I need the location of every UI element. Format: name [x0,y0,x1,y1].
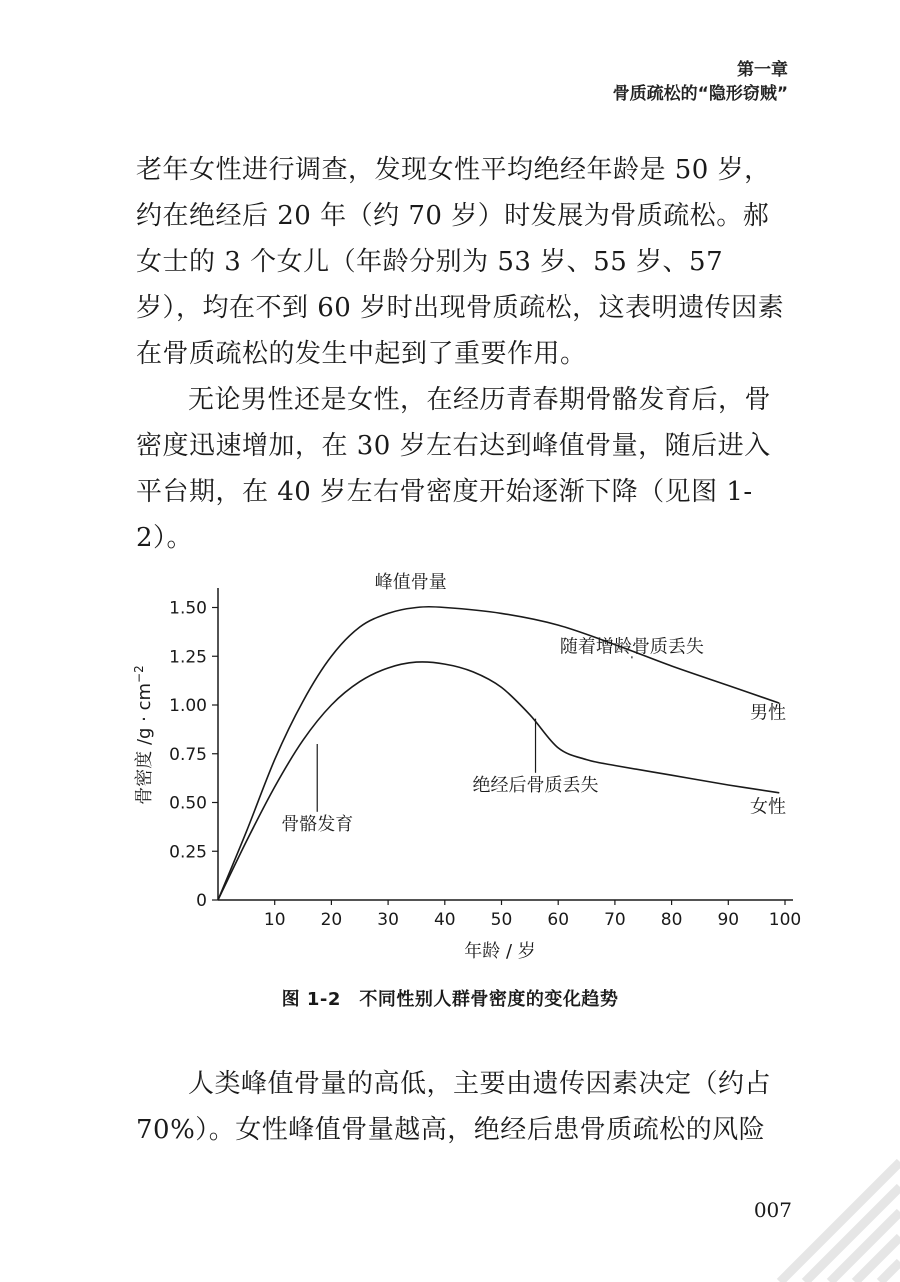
paragraph-3-text: 人类峰值骨量的高低，主要由遗传因素决定（约占 70%）。女性峰值骨量越高，绝经后患骨质疏松的风险 [136,1069,772,1145]
y-axis-ticks [169,599,218,912]
annotation-label: 绝经后骨质丢失 [472,774,599,796]
annotation-label: 男性 [749,702,786,724]
x-tick-label: 50 [490,910,513,930]
paragraph-3 [136,1061,794,1153]
paragraph-2 [136,377,794,561]
x-tick-label: 60 [547,910,570,930]
x-tick-label: 40 [433,910,456,930]
y-tick-label: 0.50 [169,793,207,814]
paragraph-2-text: 无论男性还是女性，在经历青春期骨骼发育后，骨密度迅速增加，在 30 岁左右达到峰值骨量，随后进入平台期，在 40 岁左右骨密度开始逐渐下降（见图 1-2）。 [136,385,772,553]
y-tick-label: 1.25 [169,647,207,668]
y-tick-label: 1.50 [169,598,207,619]
annotation-label: 峰值骨量 [374,572,447,593]
chart-axes [218,588,793,900]
chart-annotations [281,572,786,835]
running-header [613,58,788,106]
figure-caption: 图 1-2 不同性别人群骨密度的变化趋势 [281,989,619,1010]
x-tick-label: 80 [660,910,683,930]
annotation-label: 随着增龄骨质丢失 [559,636,704,658]
x-tick-label: 70 [604,910,626,930]
x-axis-ticks [264,900,801,930]
paragraph-1: 老年女性进行调查，发现女性平均绝经年龄是 50 岁，约在绝经后 20 年（约 70 岁）时发展为骨质疏松。郝女士的 3 个女儿（年龄分别为 53 岁、55 岁、57 岁），均在不到 60 岁时出现骨质疏松，这表明遗传因素在骨质疏松的发生中起到了重要作用。 [136,155,785,369]
x-tick-label: 30 [377,910,399,930]
annotation-label: 骨骼发育 [281,813,354,835]
x-tick-label: 20 [320,910,343,930]
x-axis-label: 年龄 / 岁 [464,941,536,962]
annotation-label: 女性 [749,796,786,818]
page-number: 007 [753,1198,792,1222]
y-axis-label-text: 骨密度 /g · cm [134,682,155,805]
corner-stripe-decoration [770,1152,900,1282]
x-tick-label: 100 [768,910,802,930]
y-tick-label: 0.25 [169,842,207,863]
y-tick-label: 0.75 [169,744,207,765]
section-title: 骨质疏松的“隐形窃贼” [612,84,788,104]
y-axis-label [132,665,155,805]
y-axis-label-superscript: −2 [132,665,146,683]
chapter-label: 第一章 [737,60,788,80]
y-tick-label: 0 [196,891,207,911]
bone-density-chart [0,560,900,980]
x-tick-label: 10 [263,910,286,930]
x-tick-label: 90 [717,910,740,930]
y-tick-label: 1.00 [169,696,207,716]
